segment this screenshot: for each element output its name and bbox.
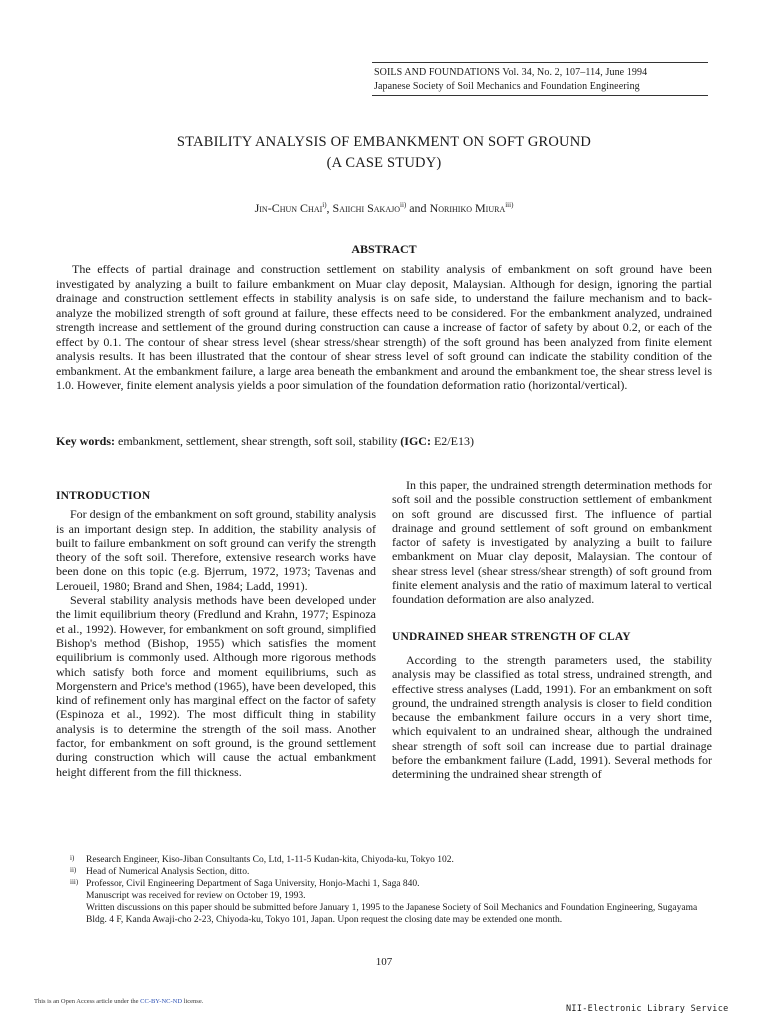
introduction-heading: INTRODUCTION [56,490,151,502]
footnote-2 [70,866,712,878]
title-line-2: (A CASE STUDY) [326,155,442,171]
discussion-notice: Written discussions on this paper should be submitted before January 1, 1995 to the Japanese Society of Soil Mechanics and Foundation Engineering, Sugayama Bldg. 4 F, Kanda Awaji-cho 2-23, Chiyoda-ku, Tokyo 101, Japan. Upon request the closing date may be extended one month. [86,903,698,925]
keywords [56,434,712,448]
author-3: Norihiko Miura [429,201,506,215]
keywords-text: embankment, settlement, shear strength, soft soil, stability [115,434,401,448]
right-paragraph-2: According to the strength parameters used, the stability analysis may be classified as total stress, undrained strength, and effective stress analyses (Ladd, 1991). For an embankment on soft ground, the undrained strength analysis is closer to field condition because the embankment failure occurs in a very short time, which equivalent to an undrained shear, although the undrained shear strength of soft soil can increase due to partial drainage before the embankment failure (Ladd, 1991). Several methods for determining the undrained shear strength of [392,652,712,782]
license-link[interactable]: CC-BY-NC-ND [140,998,183,1005]
author-separator-2: and [406,201,430,215]
author-1: Jin-Chun Chai [254,201,323,215]
footnote-3 [70,878,712,890]
journal-citation: SOILS AND FOUNDATIONS Vol. 34, No. 2, 107–114, June 1994 [374,67,648,78]
keywords-label: Key words: [56,434,115,448]
title-line-1: STABILITY ANALYSIS OF EMBANKMENT ON SOFT GROUND [176,134,592,150]
manuscript-received: Manuscript was received for review on October 19, 1993. [86,891,306,901]
left-column [56,489,376,779]
author-2-mark: ii) [400,201,407,209]
abstract-text: The effects of partial drainage and construction settlement on stability analysis of embankment on soft ground have been investigated by analyzing a built to failure embankment on Muar clay deposit, Malaysian. Although for design, ignoring the partial drainage and construction settlement effects in stability analysis is on safe side, to understand the failure mechanism and to back-analyze the mobilized strength of soft ground at failure, these effects need to be considered. For the embankment analyzed, undrained strength increase and settlement of the ground during construction can cause a increase of factor of safety by about 0.2, or each of the effect by 0.1. The contour of shear stress level (shear stress/shear strength) of the soft ground has been analyzed from finite element analysis results. It has been illustrated that the contour of shear stress level of soft ground can indicate the stability condition of the embankment. At the embankment failure, a large area beneath the embankment and around the embankment toe, the shear stress level is 1.0. However, finite element analysis yields a poor simulation of the foundation deformation ratio (horizontal/vertical). [56,262,712,392]
author-3-mark: iii) [505,201,514,209]
footnote-2-text: Head of Numerical Analysis Section, ditto. [86,867,250,877]
author-list [0,201,768,216]
footnote-3-mark: iii) [70,878,79,886]
igc-value: E2/E13) [430,434,474,448]
footnote-2-mark: ii) [70,866,77,874]
author-1-mark: i) [322,201,327,209]
footnotes [70,854,712,926]
abstract-body [56,262,712,393]
author-separator-1: , [326,201,333,215]
journal-header [374,66,708,94]
header-bottom-rule [372,95,708,96]
license-suffix: license. [182,998,204,1005]
footnote-1 [70,854,712,866]
intro-paragraph-2: Several stability analysis methods have been developed under the limit equilibrium theory (Fredlund and Krahn, 1977; Espinoza et al., 1992). However, for embankment on soft ground, simplified Bishop's method (Bishop, 1955) which satisfies the moment equilibrium is commonly used. Although more rigorous methods which satisfy both force and moment equilibriums, such as Morgenstern and Price's method (1965), have been developed, this kind of refinement only has marginal effect on the factor of safety (Espinoza et al., 1992). The most difficult thing in stability analysis is to determine the strength of the soil mass. Another factor, for embankment on soft ground, is the ground settlement during construction which will cause the actual embankment height different from the fill thickness. [56,593,376,779]
society-name: Japanese Society of Soil Mechanics and Foundation Engineering [374,81,640,92]
abstract-heading: ABSTRACT [351,242,417,256]
header-top-rule [372,62,708,63]
footnote-1-mark: i) [70,854,75,862]
footnote-3-text: Professor, Civil Engineering Department of Saga University, Honjo-Machi 1, Saga 840. [86,879,420,889]
right-column [392,478,712,782]
page-number: 107 [375,956,393,968]
license-prefix: This is an Open Access article under the [34,998,141,1005]
license-notice [34,998,203,1005]
right-paragraph-1: In this paper, the undrained strength determination methods for soft soil and the possible construction settlement of embankment on soft ground are discussed first. The influence of partial drainage and ground settlement of soft ground on embankment factor of safety is investigated by analyzing a built to failure embankment on Muar clay deposit, Malaysian. The contour of shear stress level (shear stress/shear strength) of soft ground from finite element analysis and the ratio of maximum lateral to vertical foundation deformation are also analyzed. [392,478,712,607]
footnote-1-text: Research Engineer, Kiso-Jiban Consultants Co, Ltd, 1-11-5 Kudan-kita, Chiyoda-ku, Tokyo 102. [86,855,454,865]
undrained-strength-heading: UNDRAINED SHEAR STRENGTH OF CLAY [392,630,631,643]
paper-title [0,132,768,174]
author-2: Saiichi Sakajo [332,201,400,215]
igc-label: (IGC: [400,434,431,448]
intro-paragraph-1: For design of the embankment on soft ground, stability analysis is an important design step. In addition, the stability analysis of built to failure embankment on soft ground can verify the strength theory of the soft soil. Therefore, extensive research works have been done on this topic (e.g. Bjerrum, 1972, 1973; Tavenas and Leroueil, 1980; Brand and Shen, 1984; Ladd, 1991). [56,507,376,593]
library-service-mark: NII-Electronic Library Service [566,1004,729,1014]
